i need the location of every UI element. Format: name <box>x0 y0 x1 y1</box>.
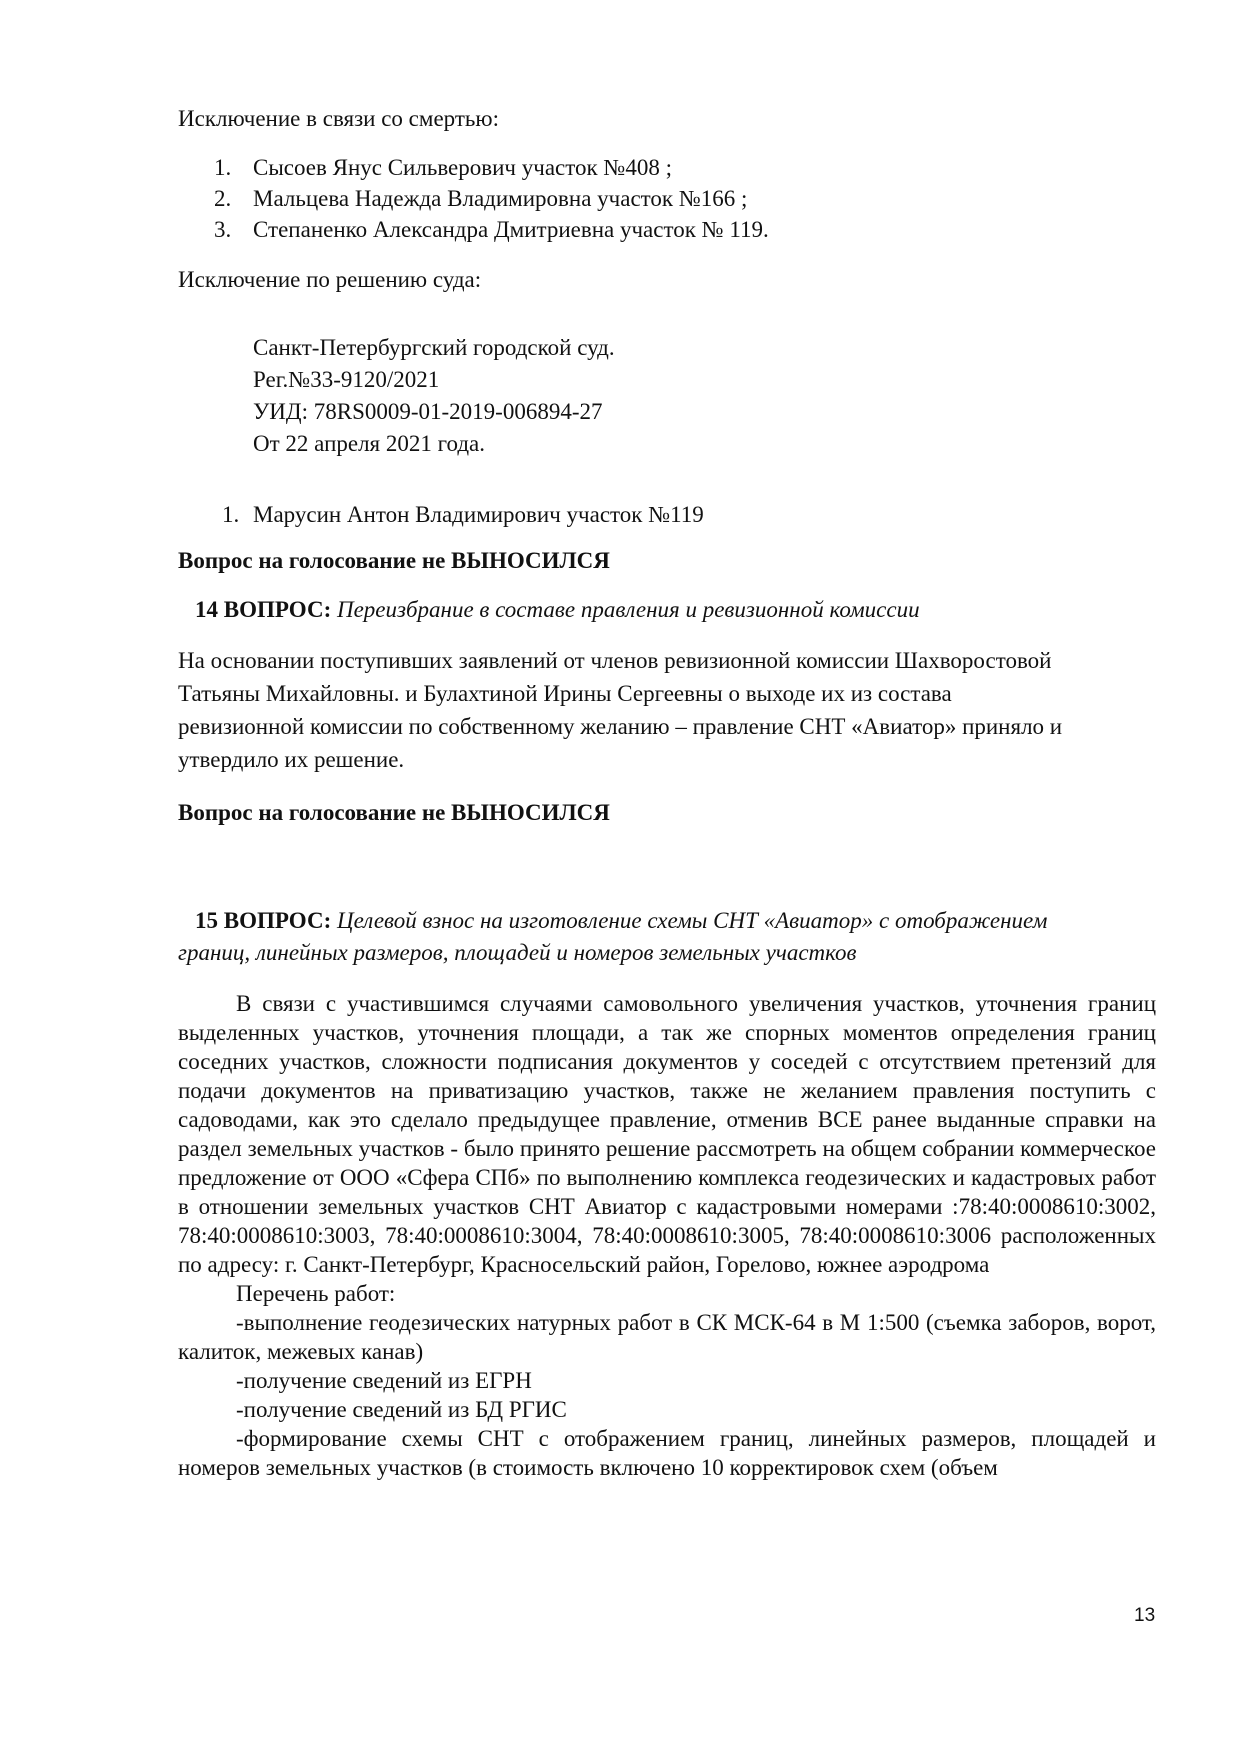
not-voted-note: Вопрос на голосование не ВЫНОСИЛСЯ <box>178 800 610 825</box>
work-item: -формирование схемы СНТ с отображением границ, линейных размеров, площадей и номеров земельных участков (в стоимость включено 10 корректировок схем (объем <box>178 1426 1156 1480</box>
body-paragraph: В связи с участившимся случаями самовольного увеличения участков, уточнения границ выделенных участков, уточнения площади, а так же спорных моментов определения границ соседних участков, сложности подписания документов у соседей с отсутствием претензий для подачи документов на приватизацию участков, также не желанием правления поступить с садоводами, как это сделало предыдущее правление, отменив ВСЕ ранее выданные справки на раздел земельных участков - было принято решение рассмотреть на общем собрании коммерческое предложение от ООО «Сфера СПб» по выполнению комплекса геодезических и кадастровых работ в отношении земельных участков СНТ Авиатор с кадастровыми номерами :78:40:0008610:3002, 78:40:0008610:3003, 78:40:0008610:3004, 78:40:0008610:3005, 78:40:0008610:3006 расположенных по адресу: г. Санкт-Петербург, Красносельский район, Горелово, южнее аэродрома <box>178 991 1156 1277</box>
court-date: От 22 апреля 2021 года. <box>253 431 485 456</box>
question-15-label: 15 ВОПРОС: <box>195 908 332 933</box>
body-line: утвердило их решение. <box>178 747 405 772</box>
list-number: 1. <box>214 155 232 180</box>
body-line: Татьяны Михайловны. и Булахтиной Ирины Сергеевны о выходе их из состава <box>178 681 952 706</box>
body-line: ревизионной комиссии по собственному желанию – правление СНТ «Авиатор» приняло и <box>178 714 1063 739</box>
question-15-header <box>195 905 1047 937</box>
list-number: 2. <box>214 186 232 211</box>
works-heading: Перечень работ: <box>236 1281 396 1306</box>
work-item: -получение сведений из ЕГРН <box>236 1368 532 1393</box>
court-details <box>253 332 615 460</box>
work-item: -выполнение геодезических натурных работ в СК МСК-64 в М 1:500 (съемка заборов, ворот, калиток, межевых канав) <box>178 1310 1156 1364</box>
list-number: 1. <box>222 502 240 527</box>
question-15-title: Целевой взнос на изготовление схемы СНТ «Авиатор» с отображением <box>336 908 1048 933</box>
question-15-title-cont: границ, линейных размеров, площадей и номеров земельных участков <box>178 940 857 965</box>
list-item: Сысоев Янус Сильверович участок №408 ; <box>253 155 672 180</box>
list-number: 3. <box>214 217 232 242</box>
court-exclusion-heading: Исключение по решению суда: <box>178 267 482 292</box>
list-item: Мальцева Надежда Владимировна участок №166 ; <box>253 186 748 211</box>
question-14-label: 14 ВОПРОС: <box>195 597 332 622</box>
question-14-header <box>195 594 920 626</box>
page-number: 13 <box>1134 1605 1156 1626</box>
list-item: Степаненко Александра Дмитриевна участок № 119. <box>253 217 769 242</box>
court-name: Санкт-Петербургский городской суд. <box>253 335 615 360</box>
work-item: -получение сведений из БД РГИС <box>236 1397 567 1422</box>
court-reg-number: Рег.№33-9120/2021 <box>253 367 440 392</box>
not-voted-note: Вопрос на голосование не ВЫНОСИЛСЯ <box>178 548 610 573</box>
court-uid: УИД: 78RS0009-01-2019-006894-27 <box>253 399 603 424</box>
list-item: Марусин Антон Владимирович участок №119 <box>253 502 704 527</box>
body-line: На основании поступивших заявлений от членов ревизионной комиссии Шахворостовой <box>178 648 1052 673</box>
question-14-title: Переизбрание в составе правления и ревизионной комиссии <box>336 597 920 622</box>
question-15-body <box>178 989 1156 1482</box>
death-exclusion-heading: Исключение в связи со смертью: <box>178 106 499 131</box>
